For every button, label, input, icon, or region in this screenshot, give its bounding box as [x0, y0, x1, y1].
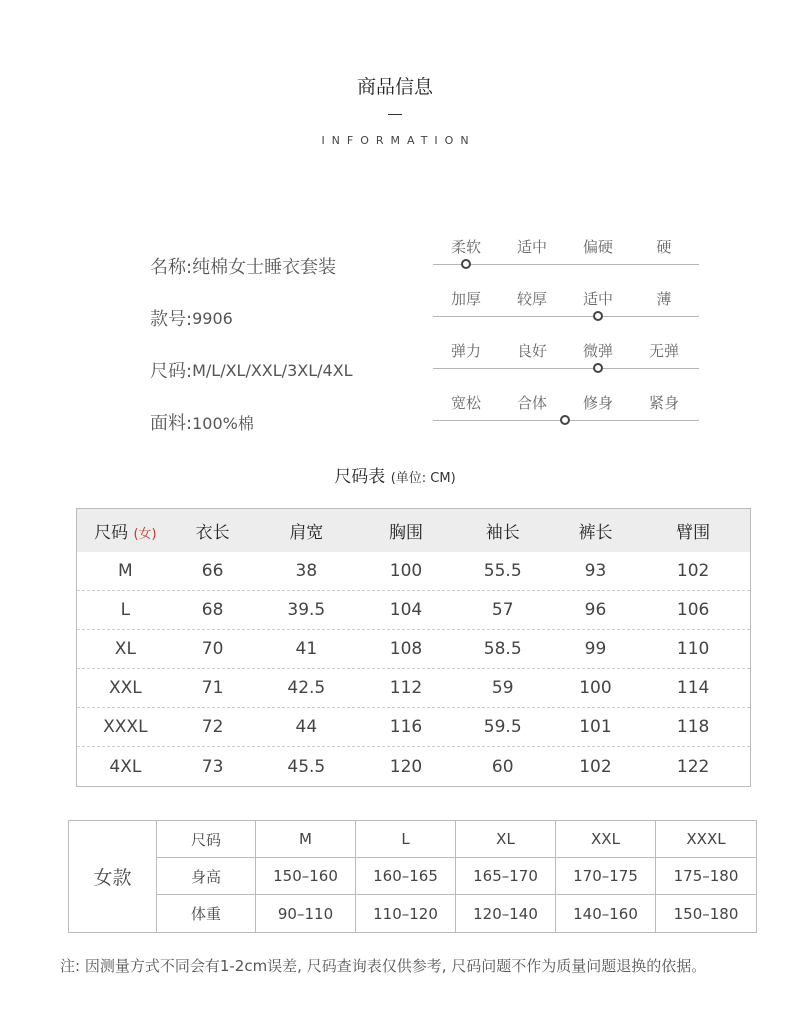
table-cell: 45.5 — [287, 756, 326, 777]
table-row — [77, 747, 750, 786]
table-cell: 41 — [295, 639, 318, 659]
size-chart-unit: (单位: CM) — [390, 471, 456, 486]
attribute-scales — [433, 236, 699, 444]
table-cell: 42.5 — [287, 678, 326, 698]
attribute-scale — [433, 340, 699, 392]
page-subtitle: INFORMATION — [321, 134, 476, 147]
table-cell: 44 — [295, 717, 318, 737]
scale-track — [433, 368, 699, 369]
fabric-label: 面料: — [150, 413, 193, 434]
table-cell: XL — [114, 639, 136, 659]
name-label: 名称: — [150, 257, 193, 278]
table-cell: 102 — [579, 756, 612, 777]
attribute-scale — [433, 392, 699, 444]
scale-label: 紧身 — [648, 394, 679, 412]
table-row — [77, 669, 750, 708]
table-cell: 108 — [389, 639, 423, 659]
header-cell: 衣长 — [195, 523, 230, 543]
table-row — [77, 630, 750, 669]
scale-label: 良好 — [516, 342, 547, 360]
info-name — [150, 240, 353, 292]
table-cell: 93 — [584, 561, 607, 581]
table-cell: 118 — [676, 717, 710, 737]
scale-label: 硬 — [656, 238, 672, 256]
scale-marker — [593, 363, 603, 373]
table-cell: 120–140 — [456, 895, 556, 932]
table-cell: 122 — [676, 756, 710, 777]
model-label: 款号: — [150, 309, 193, 330]
scale-marker — [461, 259, 471, 269]
table-cell: XL — [456, 821, 556, 857]
scale-label: 偏硬 — [582, 238, 613, 256]
table-cell: 72 — [201, 717, 224, 737]
table-cell: 59 — [491, 678, 514, 698]
table-cell: 71 — [201, 678, 224, 698]
disclaimer-note: 注: 因测量方式不同会有1-2cm误差, 尺码查询表仅供参考, 尺码问题不作为质量问题退换的依据。 — [60, 957, 707, 975]
name-value: 纯棉女士睡衣套装 — [192, 257, 337, 278]
fabric-value: 100%棉 — [192, 413, 254, 433]
table-cell: 170–175 — [556, 858, 656, 894]
table-cell: 73 — [201, 756, 224, 777]
scale-label: 合体 — [516, 394, 547, 412]
table-cell: 59.5 — [483, 717, 522, 737]
table-cell: 39.5 — [287, 600, 326, 620]
scale-label: 弹力 — [450, 342, 481, 360]
attribute-scale — [433, 288, 699, 340]
table-cell: 150–160 — [256, 858, 356, 894]
scale-label: 柔软 — [450, 238, 481, 256]
size-value: M/L/XL/XXL/3XL/4XL — [192, 360, 353, 380]
table-cell: 110–120 — [356, 895, 456, 932]
table-cell: 104 — [389, 600, 423, 620]
scale-label: 较厚 — [516, 290, 547, 308]
scale-label: 薄 — [656, 290, 672, 308]
scale-label: 修身 — [582, 394, 613, 412]
table-cell: L — [356, 821, 456, 857]
table-cell: 102 — [676, 561, 710, 581]
table-cell: 175–180 — [673, 867, 739, 885]
title-divider — [388, 114, 402, 115]
size-table-header — [77, 509, 750, 552]
table-row — [157, 895, 756, 932]
scale-label: 微弹 — [582, 342, 613, 360]
scale-label: 无弹 — [648, 342, 679, 360]
table-cell: 体重 — [157, 895, 256, 932]
size-header-note: (女) — [133, 527, 157, 542]
table-row — [77, 708, 750, 747]
header-cell: 袖长 — [485, 523, 520, 543]
size-chart-title — [0, 462, 790, 487]
table-cell: M — [256, 821, 356, 857]
table-cell: XXXL — [686, 830, 726, 848]
table-cell: 101 — [579, 717, 612, 737]
scale-label: 加厚 — [450, 290, 481, 308]
size-label: 尺码: — [150, 361, 193, 382]
header-cell: 裤长 — [578, 523, 613, 543]
header-cell: 胸围 — [389, 523, 424, 543]
table-cell: 100 — [389, 561, 423, 581]
table-cell: 110 — [676, 639, 710, 659]
table-cell: XXXL — [103, 717, 148, 737]
table-cell: 38 — [295, 561, 318, 581]
table-row — [157, 858, 756, 895]
table-cell: 58.5 — [483, 639, 522, 659]
table-cell: 99 — [584, 639, 607, 659]
table-cell: 尺码 — [157, 821, 256, 857]
table-cell: 120 — [389, 756, 423, 777]
table-cell: 160–165 — [356, 858, 456, 894]
table-cell: XXL — [556, 821, 656, 857]
table-cell: 100 — [579, 678, 612, 698]
table-row — [157, 821, 756, 858]
table-cell: 150–180 — [673, 904, 739, 923]
scale-label: 适中 — [516, 238, 547, 256]
table-cell: 70 — [201, 639, 224, 659]
size-chart-title-text: 尺码表 — [334, 467, 386, 487]
table-cell: 57 — [491, 600, 514, 620]
size-table — [76, 508, 751, 787]
scale-label: 适中 — [582, 290, 613, 308]
info-size — [150, 344, 353, 396]
product-info — [150, 240, 353, 448]
table-row — [77, 552, 750, 591]
scale-track — [433, 316, 699, 317]
table-cell: 114 — [676, 678, 710, 698]
table-cell: 90–110 — [256, 895, 356, 932]
info-model — [150, 292, 353, 344]
info-fabric — [150, 396, 353, 448]
table-cell: 4XL — [109, 756, 142, 777]
table-cell: 106 — [676, 600, 710, 620]
header-cell: 臂围 — [676, 523, 711, 543]
women-label: 女款 — [69, 821, 157, 932]
table-cell: 66 — [201, 561, 224, 581]
size-header-cell — [77, 518, 174, 543]
scale-marker — [560, 415, 570, 425]
table-cell: 96 — [584, 600, 607, 620]
header-cell: 肩宽 — [289, 523, 324, 543]
scale-track — [433, 264, 699, 265]
scale-marker — [593, 311, 603, 321]
table-cell: M — [118, 561, 133, 581]
table-cell: 116 — [389, 717, 423, 737]
table-cell: 55.5 — [483, 561, 522, 581]
model-value: 9906 — [192, 308, 233, 328]
table-row — [77, 591, 750, 630]
scale-label: 宽松 — [450, 394, 481, 412]
women-size-table — [68, 820, 757, 933]
table-cell: 140–160 — [556, 895, 656, 932]
table-cell: L — [120, 600, 131, 620]
table-cell: 身高 — [157, 858, 256, 894]
table-cell: 112 — [389, 678, 423, 698]
table-cell: 68 — [201, 600, 224, 620]
attribute-scale — [433, 236, 699, 288]
page-title: 商品信息 — [356, 76, 433, 98]
table-cell: 165–170 — [456, 858, 556, 894]
size-header-label: 尺码 — [94, 523, 129, 543]
table-cell: XXL — [108, 678, 142, 698]
table-cell: 60 — [491, 756, 514, 777]
